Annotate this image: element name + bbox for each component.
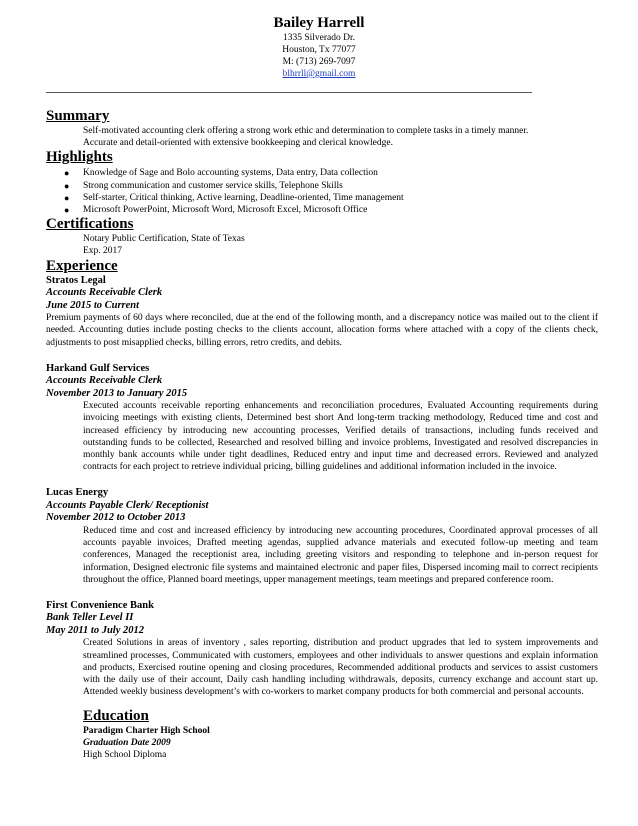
- job-description: Reduced time and cost and increased efficiency by introducing new accounting procedures, Coordinated approval processes of all accounts payable invoices, Drafted meeting agendas, supplied advance materials and executed follow-up meeting and team conferences, Managed the receptionist area, including greeting visitors and responding to telephone and in-person request for information, Designed electronic file systems and maintained electronic and paper files, Dispersed incoming mail to correct recipients throughout the office, Planned board meetings, upper management meetings, team meetings and prepared conference room.: [83, 525, 598, 585]
- highlight-text: Self-starter, Critical thinking, Active learning, Deadline-oriented, Time management: [83, 192, 404, 203]
- resume-header: [0, 14, 638, 80]
- list-item: [46, 180, 598, 192]
- job-description: Created Solutions in areas of inventory , sales reporting, distribution and product upgrades that led to system improvements and streamlined processes, Communicated with customers, employees and other individuals to answer questions and explain information and products, Exercised routine opening and closing procedures, Recommended additional products and services to assist customers with the daily use of their account, Daily cash handling including withdrawals, deposits, currency exchange and account start up. Attended weekly business development’s with co-workers to market company products for both commercial and personal accounts.: [83, 638, 598, 698]
- bullet-icon: ●: [64, 192, 70, 203]
- job-dates: May 2011 to July 2012: [46, 624, 145, 636]
- job-dates: November 2013 to January 2015: [46, 387, 188, 399]
- highlights-heading: Highlights: [46, 149, 113, 166]
- highlights-list: [46, 167, 598, 216]
- experience-heading: Experience: [46, 257, 118, 274]
- job-title: Bank Teller Level II: [46, 612, 134, 624]
- bullet-icon: ●: [64, 205, 70, 216]
- job-dates: November 2012 to October 2013: [46, 512, 186, 524]
- job-entry-lucas: [46, 487, 598, 586]
- company-name: Harkand Gulf Services: [46, 362, 150, 374]
- company-name: Lucas Energy: [46, 487, 109, 499]
- school-name: Paradigm Charter High School: [83, 726, 210, 737]
- job-entry-harkand: [46, 363, 598, 474]
- highlight-text: Knowledge of Sage and Bolo accounting systems, Data entry, Data collection: [83, 168, 378, 179]
- summary-line-2: Accurate and detail-oriented with extensive bookkeeping and clerical knowledge.: [83, 138, 393, 149]
- email-link[interactable]: blhrrll@gmail.com: [282, 69, 356, 79]
- job-title: Accounts Receivable Clerk: [46, 375, 163, 387]
- job-description: Executed accounts receivable reporting enhancements and reconciliation procedures, Evaluated Accounting requirements during invoicing meetings with existing clients, Determined best short And long-term tracking methodology, Reduced time and cost and increased efficiency by introducing new accounting processes, Verified details of transactions, including funds received and outstanding funds to be collected, Researched and resolved billing and invoice problems, Investigated and resolved discrepancies in monthly bank accounts while under tight deadlines, Reduced entry and input time and decreased errors. Reviewed and analyzed contracts for each project to retrieve individual pricing, billing guidelines and additional information included in the invoice.: [83, 401, 598, 473]
- header-divider: [46, 92, 532, 93]
- highlight-text: Strong communication and customer service skills, Telephone Skills: [83, 180, 343, 191]
- job-title: Accounts Receivable Clerk: [46, 287, 163, 299]
- education-heading: Education: [83, 708, 149, 725]
- applicant-name: Bailey Harrell: [273, 15, 365, 31]
- graduation-date: Graduation Date 2009: [83, 738, 171, 749]
- list-item: [46, 204, 598, 216]
- list-item: [46, 192, 598, 204]
- phone-number: M: (713) 269-7097: [282, 57, 356, 67]
- company-name: Stratos Legal: [46, 274, 106, 286]
- job-entry-stratos: [46, 275, 598, 349]
- summary-heading: Summary: [46, 108, 110, 124]
- certification-line-1: Notary Public Certification, State of Texas: [83, 234, 245, 245]
- highlight-text: Microsoft PowerPoint, Microsoft Word, Microsoft Excel, Microsoft Office: [83, 205, 368, 216]
- address-line-1: 1335 Silverado Dr.: [282, 33, 356, 43]
- address-line-2: Houston, Tx 77077: [282, 45, 356, 55]
- job-entry-first-convenience: [46, 600, 598, 699]
- degree: High School Diploma: [83, 750, 167, 761]
- resume-body: [46, 108, 598, 762]
- bullet-icon: ●: [64, 180, 70, 191]
- job-description: Premium payments of 60 days where reconciled, due at the end of the following month, and a discrepancy notice was mailed out to the client if needed. Accounting duties include posting checks to the clients account, allocation forms where attached with a copy of the clients check, adjustments to post misapplied checks, billing errors, retro credits, and debits.: [46, 313, 598, 348]
- certifications-heading: Certifications: [46, 216, 134, 233]
- job-dates: June 2015 to Current: [46, 299, 140, 311]
- job-title: Accounts Payable Clerk/ Receptionist: [46, 499, 209, 511]
- certification-line-2: Exp. 2017: [83, 246, 123, 257]
- list-item: [46, 167, 598, 179]
- bullet-icon: ●: [64, 168, 70, 179]
- company-name: First Convenience Bank: [46, 599, 154, 611]
- summary-line-1: Self-motivated accounting clerk offering a strong work ethic and determination to complete tasks in a timely manner.: [83, 126, 529, 136]
